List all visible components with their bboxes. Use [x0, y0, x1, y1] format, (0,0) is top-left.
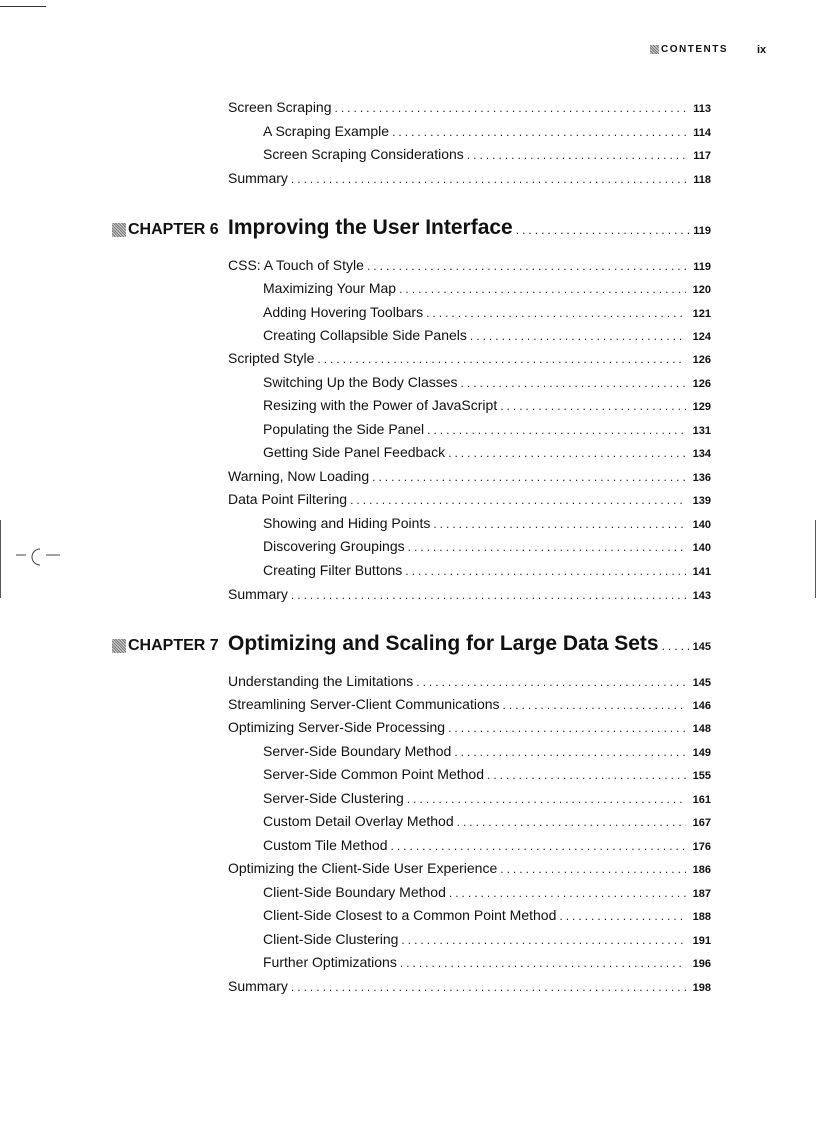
leader-dots: [416, 675, 686, 689]
toc-entry-title: Scripted Style: [228, 350, 315, 366]
toc-entry: [228, 696, 711, 712]
leader-dots: [426, 306, 686, 320]
leader-dots: [427, 423, 686, 437]
toc-entry-title: Screen Scraping Considerations: [263, 146, 464, 162]
toc-entry-page: 114: [693, 127, 711, 139]
toc-entry: [228, 468, 711, 484]
toc-entry-title: Adding Hovering Toolbars: [263, 304, 424, 320]
toc-entry-page: 140: [692, 519, 711, 531]
chapter-marker-icon: [112, 639, 126, 653]
toc-entry-page: 191: [692, 935, 711, 947]
toc-entry: [228, 673, 711, 689]
toc-entry-title: A Scraping Example: [263, 123, 390, 139]
chapter-label-text: CHAPTER 6: [128, 221, 219, 238]
chapter-title-text: Optimizing and Scaling for Large Data Sets: [228, 632, 659, 655]
toc-entry: [228, 99, 711, 115]
toc-entry: [263, 766, 711, 782]
toc-entry: [263, 907, 711, 923]
toc-entry-page: 131: [692, 425, 711, 437]
toc-entry-title: Optimizing the Client-Side User Experience: [228, 860, 498, 876]
toc-entry: [263, 280, 711, 296]
toc-entry-page: 113: [693, 103, 711, 115]
leader-dots: [291, 588, 686, 602]
toc-entry-title: Optimizing Server-Side Processing: [228, 719, 446, 735]
toc-entry: [263, 837, 711, 853]
toc-entry-page: 139: [692, 495, 711, 507]
leader-dots: [391, 839, 687, 853]
leader-dots: [405, 564, 686, 578]
leader-dots: [500, 862, 686, 876]
leader-dots: [335, 101, 686, 115]
section-marker-icon: [650, 45, 659, 54]
toc-entry-page: 143: [692, 590, 711, 602]
chapter-title-text: Improving the User Interface: [228, 216, 513, 239]
toc-entry-title: Screen Scraping: [228, 99, 332, 115]
chapter-page: 145: [692, 641, 711, 653]
toc-entry-page: 146: [692, 700, 711, 712]
leader-dots: [448, 721, 686, 735]
toc-entry: [263, 327, 711, 343]
toc-entry: [263, 954, 711, 970]
toc-entry-page: 149: [692, 747, 711, 759]
leader-dots: [350, 493, 686, 507]
leader-dots: [516, 223, 691, 237]
toc-entry-title: Creating Filter Buttons: [263, 562, 403, 578]
toc-entry: [263, 562, 711, 578]
toc-entry-page: 129: [692, 401, 711, 413]
chapter-7-label: [112, 637, 219, 655]
toc-entry-title: Maximizing Your Map: [263, 280, 397, 296]
leader-dots: [448, 446, 686, 460]
leader-dots: [392, 125, 686, 139]
leader-dots: [408, 540, 686, 554]
leader-dots: [500, 399, 686, 413]
toc-entry-page: 141: [692, 566, 711, 578]
toc-entry: [228, 586, 711, 602]
toc-entry-page: 126: [692, 354, 711, 366]
toc-entry: [228, 350, 711, 366]
toc-entry-page: 136: [692, 472, 711, 484]
toc-entry: [263, 743, 711, 759]
toc-entry-page: 186: [692, 864, 711, 876]
leader-dots: [454, 745, 686, 759]
page-number: ix: [757, 44, 767, 56]
toc-entry-page: 148: [692, 723, 711, 735]
toc-entry-title: Summary: [228, 170, 288, 186]
toc-entry-title: Custom Detail Overlay Method: [263, 813, 454, 829]
toc-entry: [263, 444, 711, 460]
toc-entry: [228, 719, 711, 735]
toc-entry-page: 124: [692, 331, 711, 343]
toc-entry-title: Discovering Groupings: [263, 538, 405, 554]
chapter-6-label: [112, 221, 219, 239]
toc-entry-title: Streamlining Server-Client Communications: [228, 696, 500, 712]
toc-entry-page: 134: [692, 448, 711, 460]
leader-dots: [291, 980, 686, 994]
toc-entry-page: 121: [692, 308, 711, 320]
toc-entry: [263, 931, 711, 947]
toc-entry-title: CSS: A Touch of Style: [228, 257, 364, 273]
toc-entry: [263, 397, 711, 413]
leader-dots: [470, 329, 686, 343]
toc-entry: [263, 538, 711, 554]
toc-entry-title: Summary: [228, 586, 288, 602]
toc-entry: [228, 978, 711, 994]
toc-entry-page: 187: [692, 888, 711, 900]
toc-entry: [228, 257, 711, 273]
toc-entry-title: Client-Side Closest to a Common Point Method: [263, 907, 557, 923]
toc-entry-page: 155: [692, 770, 711, 782]
top-crop-rule: [0, 6, 46, 7]
running-head-section: CONTENTS: [661, 44, 728, 55]
toc-entry-title: Creating Collapsible Side Panels: [263, 327, 467, 343]
leader-dots: [407, 792, 686, 806]
toc-entry-title: Data Point Filtering: [228, 491, 348, 507]
chapter-label-text: CHAPTER 7: [128, 637, 219, 654]
toc-entry-title: Client-Side Boundary Method: [263, 884, 446, 900]
chapter-page: 119: [693, 225, 711, 237]
toc-entry-page: 176: [692, 841, 711, 853]
toc-entry: [263, 813, 711, 829]
registration-mark-icon: [16, 547, 64, 577]
leader-dots: [503, 698, 686, 712]
toc-entry: [263, 146, 711, 162]
toc-entry: [263, 790, 711, 806]
toc-entry-title: Switching Up the Body Classes: [263, 374, 458, 390]
toc-entry-title: Populating the Side Panel: [263, 421, 425, 437]
leader-dots: [449, 886, 686, 900]
toc-entry: [228, 860, 711, 876]
leader-dots: [461, 376, 686, 390]
leader-dots: [457, 815, 686, 829]
toc-entry-page: 188: [692, 911, 711, 923]
leader-dots: [317, 352, 686, 366]
leader-dots: [291, 172, 686, 186]
leader-dots: [467, 148, 686, 162]
toc-entry: [263, 421, 711, 437]
running-head: [650, 44, 767, 56]
toc-entry-title: Summary: [228, 978, 288, 994]
leader-dots: [401, 933, 686, 947]
leader-dots: [487, 768, 686, 782]
toc-entry-page: 196: [692, 958, 711, 970]
toc-entry-title: Server-Side Common Point Method: [263, 766, 484, 782]
toc-entry-title: Getting Side Panel Feedback: [263, 444, 446, 460]
leader-dots: [433, 517, 686, 531]
leader-dots: [400, 956, 686, 970]
toc-entry-title: Understanding the Limitations: [228, 673, 414, 689]
toc-entry-page: 140: [692, 542, 711, 554]
toc-entry-page: 198: [692, 982, 711, 994]
toc-entry-title: Client-Side Clustering: [263, 931, 399, 947]
toc-entry-page: 117: [693, 150, 711, 162]
toc-entry-page: 120: [692, 284, 711, 296]
toc-entry-title: Warning, Now Loading: [228, 468, 370, 484]
toc-entry-page: 161: [692, 794, 711, 806]
toc-entry-page: 118: [693, 174, 711, 186]
toc-entry-page: 145: [692, 677, 711, 689]
leader-dots: [367, 259, 686, 273]
toc-entry-title: Resizing with the Power of JavaScript: [263, 397, 498, 413]
toc-entry: [228, 170, 711, 186]
toc-entry: [263, 374, 711, 390]
toc-entry-title: Server-Side Boundary Method: [263, 743, 452, 759]
toc-entry-title: Showing and Hiding Points: [263, 515, 431, 531]
leader-dots: [372, 470, 686, 484]
toc-entry-title: Server-Side Clustering: [263, 790, 404, 806]
toc-entry: [263, 515, 711, 531]
toc-entry: [263, 884, 711, 900]
toc-entry: [228, 491, 711, 507]
toc-entry: [263, 123, 711, 139]
toc-entry: [263, 304, 711, 320]
leader-dots: [559, 909, 686, 923]
toc-entry-page: 119: [693, 261, 711, 273]
toc-entry-page: 167: [692, 817, 711, 829]
toc-entry-page: 126: [692, 378, 711, 390]
chapter-marker-icon: [112, 223, 126, 237]
chapter-6-title: [228, 216, 711, 240]
leader-dots: [662, 639, 690, 653]
chapter-7-title: [228, 632, 711, 656]
left-edge-mark: [0, 520, 1, 598]
toc-entry-title: Custom Tile Method: [263, 837, 388, 853]
leader-dots: [399, 282, 686, 296]
toc-entry-title: Further Optimizations: [263, 954, 397, 970]
